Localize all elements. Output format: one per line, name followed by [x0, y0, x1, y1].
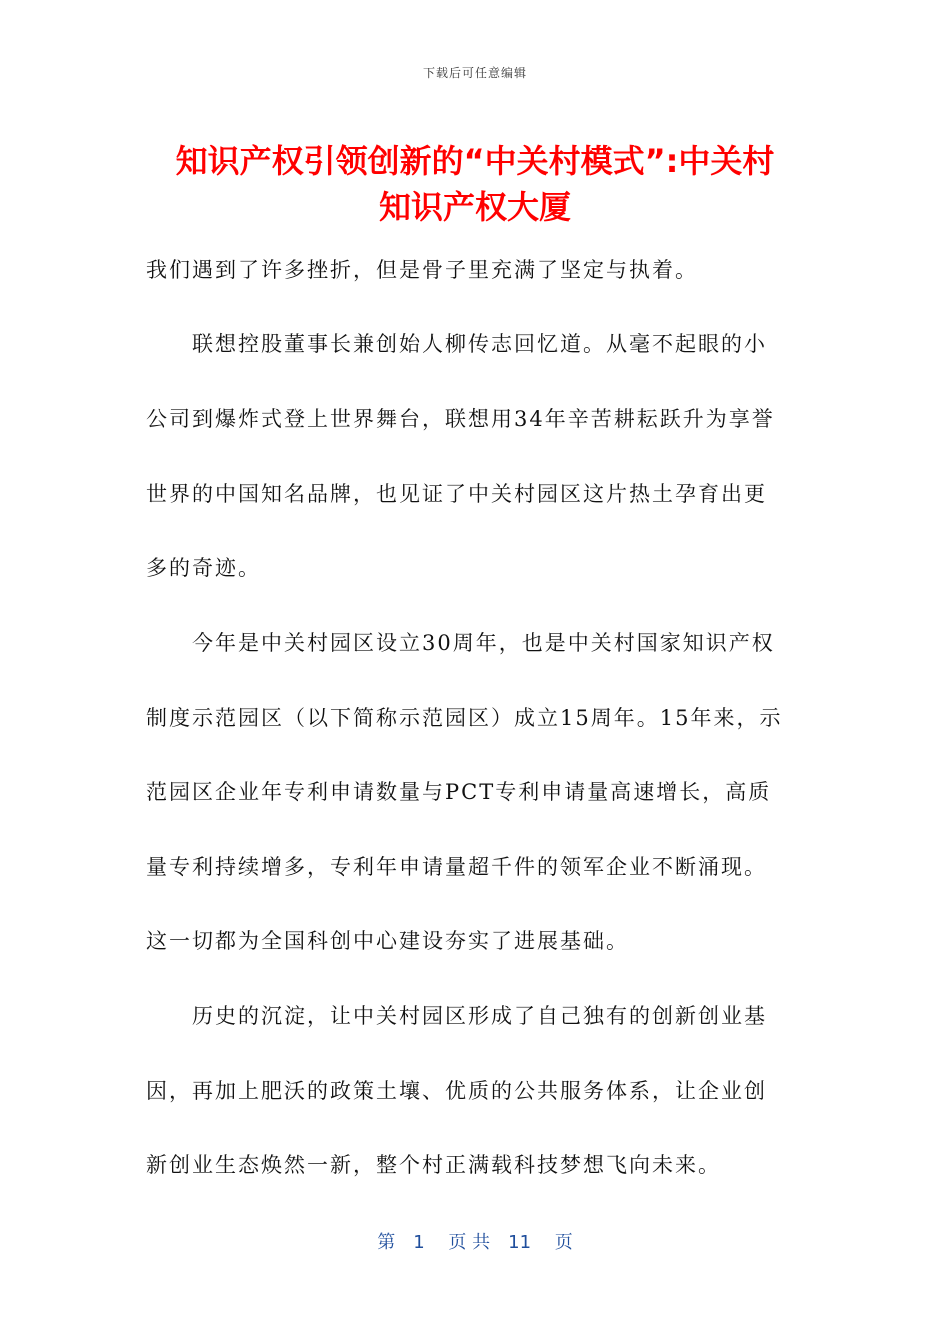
body-line-7: 制度示范园区（以下简称示范园区）成立15周年。15年来，示	[146, 706, 783, 730]
body-line-8: 范园区企业年专利申请数量与PCT专利申请量高速增长，高质	[146, 780, 772, 804]
body-line-5: 多的奇迹。	[146, 556, 261, 580]
page-footer: 第 1 页 共 11 页	[377, 1232, 573, 1253]
body-line-4: 世界的中国知名品牌，也见证了中关村园区这片热土孕育出更	[146, 482, 767, 506]
header-note: 下载后可任意编辑	[422, 66, 527, 80]
body-line-3: 公司到爆炸式登上世界舞台，联想用34年辛苦耕耘跃升为享誉	[146, 407, 775, 431]
document-title	[120, 138, 830, 230]
body-line-12: 因，再加上肥沃的政策土壤、优质的公共服务体系，让企业创	[146, 1079, 767, 1103]
body-line-9: 量专利持续增多，专利年申请量超千件的领军企业不断涌现。	[146, 855, 767, 879]
title-line-2: 知识产权大厦	[378, 188, 571, 226]
body-line-10: 这一切都为全国科创中心建设夯实了进展基础。	[146, 929, 629, 953]
body-line-13: 新创业生态焕然一新，整个村正满载科技梦想飞向未来。	[146, 1153, 721, 1177]
body-line-2: 联想控股董事长兼创始人柳传志回忆道。从毫不起眼的小	[146, 332, 767, 356]
body-line-1: 我们遇到了许多挫折，但是骨子里充满了坚定与执着。	[146, 258, 698, 282]
title-line-1: 知识产权引领创新的“中关村模式”:中关村	[175, 142, 775, 180]
body-line-11: 历史的沉淀，让中关村园区形成了自己独有的创新创业基	[146, 1004, 767, 1028]
body-line-6: 今年是中关村园区设立30周年，也是中关村国家知识产权	[146, 631, 775, 655]
